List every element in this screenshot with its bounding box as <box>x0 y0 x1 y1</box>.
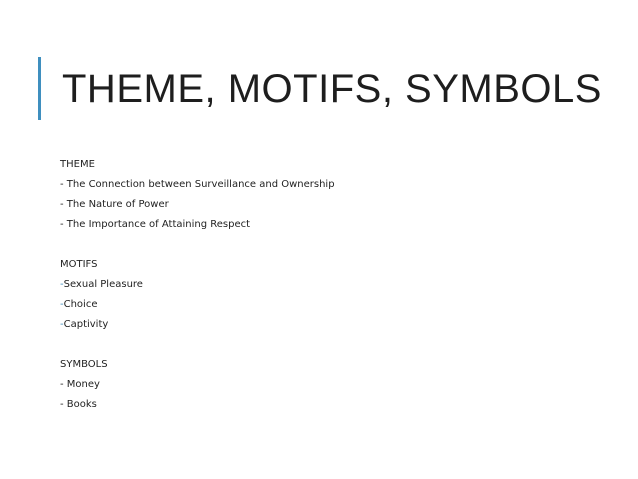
motif-item-label: Sexual Pleasure <box>63 279 143 290</box>
motif-item <box>60 295 620 315</box>
motifs-section <box>60 255 620 335</box>
slide-title: THEME, MOTIFS, SYMBOLS <box>62 67 602 111</box>
slide-body <box>60 155 620 415</box>
motif-item-label: Captivity <box>63 319 109 330</box>
motif-bullet: - <box>60 299 64 310</box>
motif-item <box>60 315 620 335</box>
theme-item: - The Nature of Power <box>60 199 169 210</box>
title-accent-bar <box>38 57 41 120</box>
motif-bullet: - <box>60 279 64 290</box>
symbols-section <box>60 355 620 415</box>
section-spacer <box>60 235 620 255</box>
motif-item <box>60 275 620 295</box>
theme-heading: THEME <box>60 159 95 170</box>
motifs-heading: MOTIFS <box>60 259 98 270</box>
theme-item: - The Connection between Surveillance and Ownership <box>60 179 335 190</box>
symbols-heading: SYMBOLS <box>60 359 108 370</box>
motif-item-label: Choice <box>63 299 98 310</box>
theme-section <box>60 155 620 235</box>
section-spacer <box>60 335 620 355</box>
theme-item: - The Importance of Attaining Respect <box>60 219 251 230</box>
symbol-item: - Money <box>60 379 100 390</box>
symbol-item: - Books <box>60 399 97 410</box>
motif-bullet: - <box>60 319 64 330</box>
